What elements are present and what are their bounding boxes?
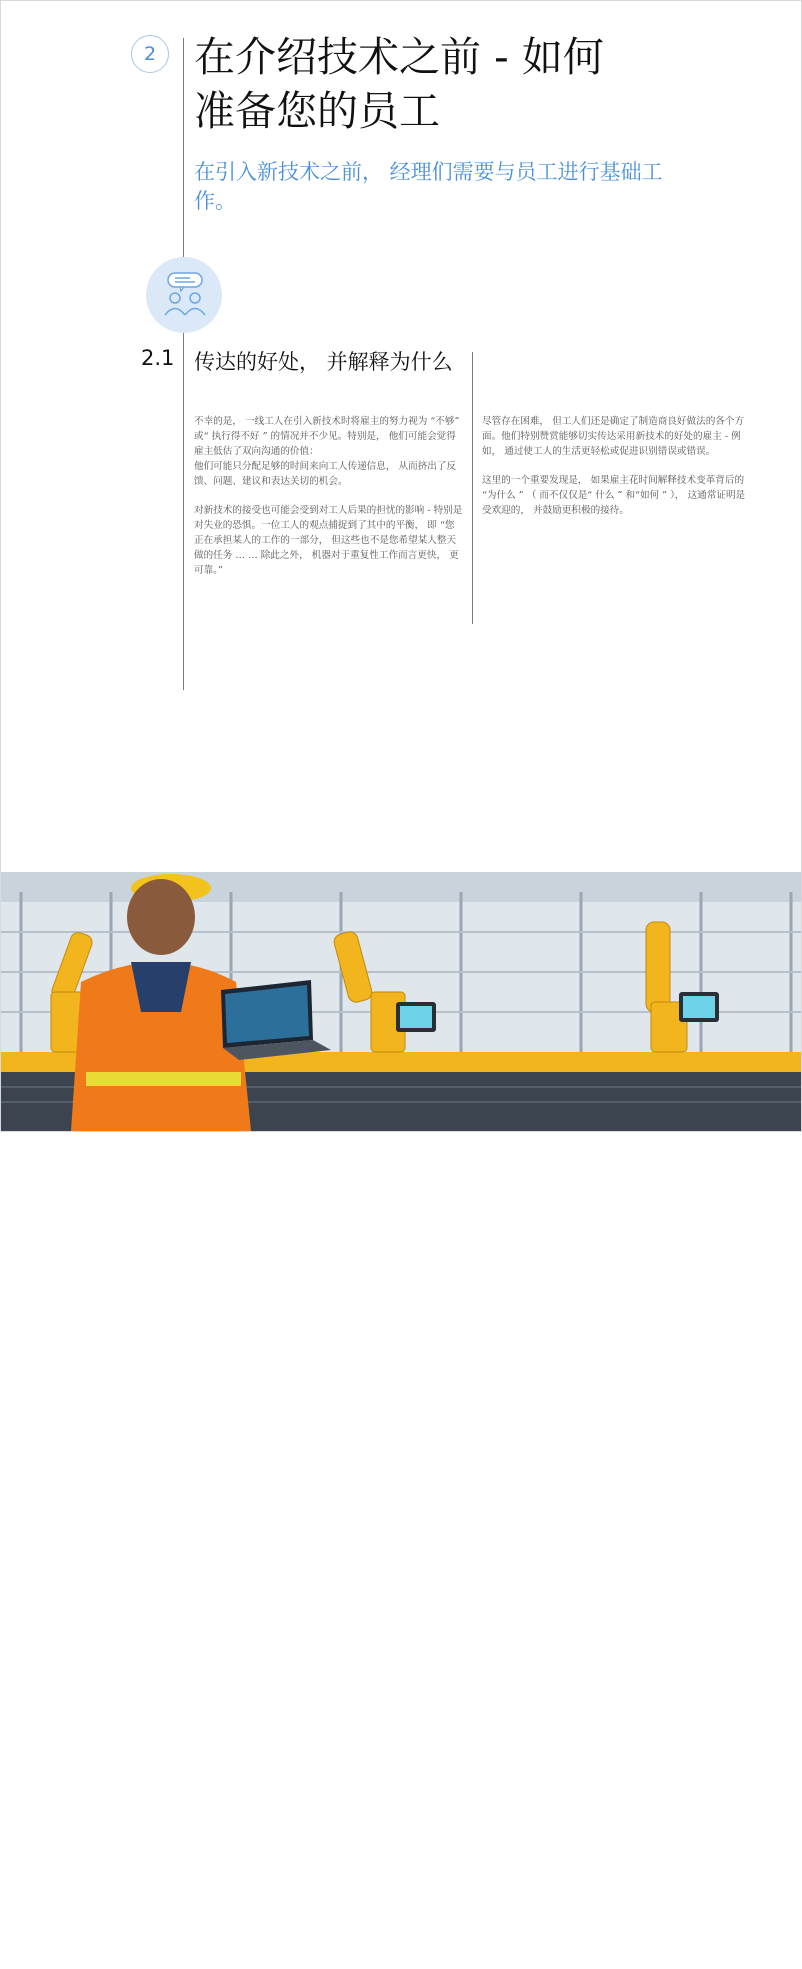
- column-divider-line: [472, 352, 473, 624]
- subsection-heading: 传达的好处， 并解释为什么: [194, 350, 453, 374]
- body-column-left: [194, 414, 464, 592]
- factory-robot-photo: [1, 872, 801, 1969]
- body-column-right: [482, 414, 752, 532]
- page-title: 在介绍技术之前 - 如何准备您的员工: [194, 33, 604, 135]
- footer-caption: 来自制造业前线的观点： 工人对如何引入的见解新技术: [289, 1959, 516, 1969]
- page-subtitle: 在引入新技术之前， 经理们需要与员工进行基础工作。: [194, 160, 663, 213]
- body-paragraph: 这里的一个重要发现是， 如果雇主花时间解释技术变革背后的 “为什么 ” （ 而不仅仅是“ 什么 ” 和“如何 ” ）， 这通常证明是受欢迎的， 并鼓励更积极的接待。: [482, 475, 746, 516]
- body-paragraph: 尽管存在困难， 但工人们还是确定了制造商良好做法的各个方面。他们特别赞赏能够切实传达采用新技术的好处的雇主 - 例如， 通过使工人的生活更轻松或促进识别错误或错误。: [482, 416, 745, 457]
- chat-people-icon: [146, 257, 222, 333]
- body-paragraph: 不幸的是， 一线工人在引入新技术时将雇主的努力视为 “不够” 或“ 执行得不好 ” 的情况并不少见。特别是， 他们可能会觉得雇主低估了双向沟通的价值： 他们可能只分配足够的时间来向工人传递信息， 从而挤出了反馈、问题、建议和表达关切的机会。: [194, 416, 460, 487]
- subsection-number: 2.1: [141, 346, 175, 370]
- body-paragraph: 对新技术的接受也可能会受到对工人后果的担忧的影响 - 特别是对失业的恐惧。一位工人的观点捕捉到了其中的平衡， 即 “您正在承担某人的工作的一部分， 但这些也不是您希望某人整天做的任务 … … 除此之外， 机器对于重复性工作而言更快， 更可靠。”: [194, 505, 463, 576]
- page-number: 8: [746, 1956, 752, 1966]
- left-divider-line: [183, 38, 184, 690]
- section-number-badge: 2: [131, 35, 169, 73]
